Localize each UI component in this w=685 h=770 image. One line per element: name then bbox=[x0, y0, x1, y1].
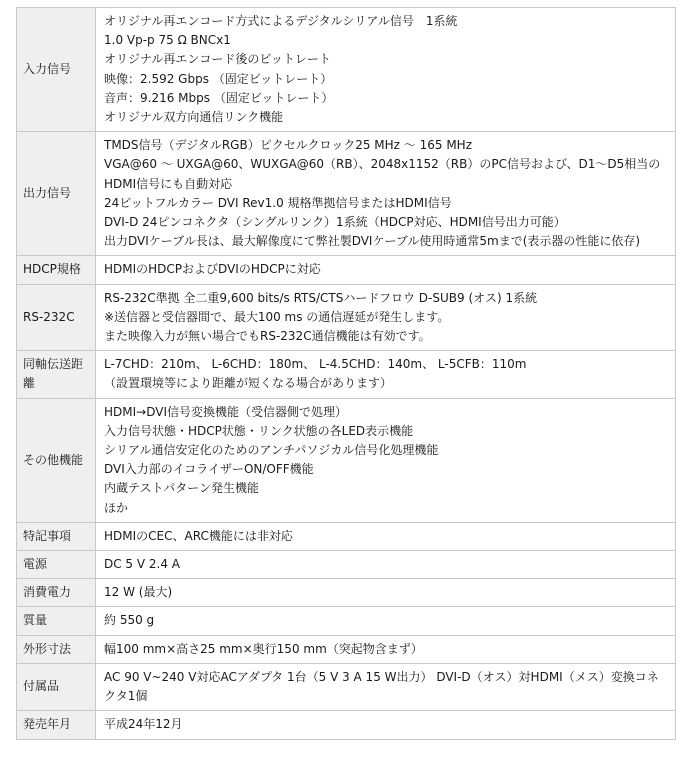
spec-value-line: 内蔵テストパターン発生機能 bbox=[104, 481, 260, 496]
spec-row bbox=[17, 607, 676, 635]
spec-value bbox=[96, 711, 676, 739]
spec-value-line: TMDS信号（デジタルRGB）ピクセルクロック25 MHz ～ 165 MHz bbox=[104, 138, 472, 153]
spec-value-line: ほか bbox=[104, 500, 129, 515]
spec-value-line: オリジナル双方向通信リンク機能 bbox=[104, 110, 284, 125]
spec-value-line: 約 550 g bbox=[104, 613, 155, 628]
spec-row bbox=[17, 256, 676, 284]
spec-value-line: DC 5 V 2.4 A bbox=[104, 557, 181, 572]
spec-label: RS-232C bbox=[17, 284, 96, 351]
spec-value bbox=[96, 351, 676, 398]
spec-label: 質量 bbox=[17, 607, 96, 635]
spec-value-line: ※送信器と受信器間で、最大100 ms の通信遅延が発生します。 bbox=[104, 309, 450, 324]
spec-table-body bbox=[17, 8, 676, 740]
spec-row bbox=[17, 663, 676, 710]
spec-table bbox=[16, 7, 676, 740]
spec-value-line: HDMIのHDCPおよびDVIのHDCPに対応 bbox=[104, 262, 321, 277]
spec-value-line: 平成24年12月 bbox=[104, 717, 183, 732]
spec-label: 消費電力 bbox=[17, 579, 96, 607]
spec-value bbox=[96, 522, 676, 550]
spec-row bbox=[17, 711, 676, 739]
spec-value-line: RS-232C準拠 全二重9,600 bits/s RTS/CTSハードフロウ D-SUB9 (オス) 1系統 bbox=[104, 290, 538, 305]
spec-label: 付属品 bbox=[17, 663, 96, 710]
spec-value-line: 1.0 Vp-p 75 Ω BNCx1 bbox=[104, 33, 231, 48]
spec-row bbox=[17, 132, 676, 256]
spec-value-line: HDMI信号にも自動対応 bbox=[104, 176, 233, 191]
spec-label: HDCP規格 bbox=[17, 256, 96, 284]
spec-value-line: 出力DVIケーブル長は、最大解像度にて弊社製DVIケーブル使用時通常5mまで(表示器の性能に依存) bbox=[104, 234, 641, 249]
spec-row bbox=[17, 351, 676, 398]
spec-label: 入力信号 bbox=[17, 8, 96, 132]
spec-label: その他機能 bbox=[17, 398, 96, 522]
spec-value bbox=[96, 551, 676, 579]
spec-value-line: VGA@60 ～ UXGA@60、WUXGA@60（RB）、2048x1152（RB）のPC信号および、D1～D5相当の bbox=[104, 157, 661, 172]
spec-value-line: 12 W (最大) bbox=[104, 585, 173, 600]
spec-row bbox=[17, 284, 676, 351]
spec-value-line: オリジナル再エンコード後のビットレート bbox=[104, 52, 331, 67]
spec-value bbox=[96, 579, 676, 607]
spec-value-line: （設置環境等により距離が短くなる場合があります） bbox=[104, 376, 393, 391]
spec-row bbox=[17, 8, 676, 132]
spec-value-line: HDMI→DVI信号変換機能（受信器側で処理） bbox=[104, 404, 347, 419]
spec-value-line: DVI入力部のイコライザーON/OFF機能 bbox=[104, 462, 314, 477]
spec-label: 電源 bbox=[17, 551, 96, 579]
spec-label: 同軸伝送距離 bbox=[17, 351, 96, 398]
spec-row bbox=[17, 579, 676, 607]
spec-value-line: 幅100 mm×高さ25 mm×奥行150 mm（突起物含まず） bbox=[104, 641, 423, 656]
spec-value-line: シリアル通信安定化のためのアンチパソジカル信号化処理機能 bbox=[104, 443, 439, 458]
spec-label: 出力信号 bbox=[17, 132, 96, 256]
spec-value bbox=[96, 398, 676, 522]
spec-label: 特記事項 bbox=[17, 522, 96, 550]
spec-value-line: DVI-D 24ピンコネクタ（シングルリンク）1系統（HDCP対応、HDMI信号出力可能） bbox=[104, 215, 566, 230]
spec-value-line: L-7CHD：210m、 L-6CHD：180m、 L-4.5CHD：140m、 L-5CFB：110m bbox=[104, 357, 527, 372]
spec-value-line: 入力信号状態・HDCP状態・リンク状態の各LED表示機能 bbox=[104, 423, 414, 438]
spec-row bbox=[17, 522, 676, 550]
spec-value bbox=[96, 8, 676, 132]
spec-value-line: オリジナル再エンコード方式によるデジタルシリアル信号 1系統 bbox=[104, 14, 458, 28]
spec-value bbox=[96, 635, 676, 663]
spec-value bbox=[96, 663, 676, 710]
spec-value bbox=[96, 256, 676, 284]
spec-row bbox=[17, 398, 676, 522]
spec-value-line: HDMIのCEC、ARC機能には非対応 bbox=[104, 528, 293, 543]
spec-value bbox=[96, 132, 676, 256]
spec-value-line: また映像入力が無い場合でもRS-232C通信機能は有効です。 bbox=[104, 329, 431, 344]
spec-value-line: AC 90 V~240 V対応ACアダプタ 1台（5 V 3 A 15 W出力） DVI-D（オス）対HDMI（メス）変換コネクタ1個 bbox=[104, 669, 659, 704]
spec-row bbox=[17, 551, 676, 579]
spec-value bbox=[96, 607, 676, 635]
spec-value-line: 24ビットフルカラー DVI Rev1.0 規格準拠信号またはHDMI信号 bbox=[104, 195, 452, 210]
spec-value bbox=[96, 284, 676, 351]
spec-label: 発売年月 bbox=[17, 711, 96, 739]
spec-row bbox=[17, 635, 676, 663]
spec-value-line: 音声：9.216 Mbps （固定ビットレート） bbox=[104, 90, 334, 105]
spec-value-line: 映像：2.592 Gbps （固定ビットレート） bbox=[104, 71, 333, 86]
spec-label: 外形寸法 bbox=[17, 635, 96, 663]
